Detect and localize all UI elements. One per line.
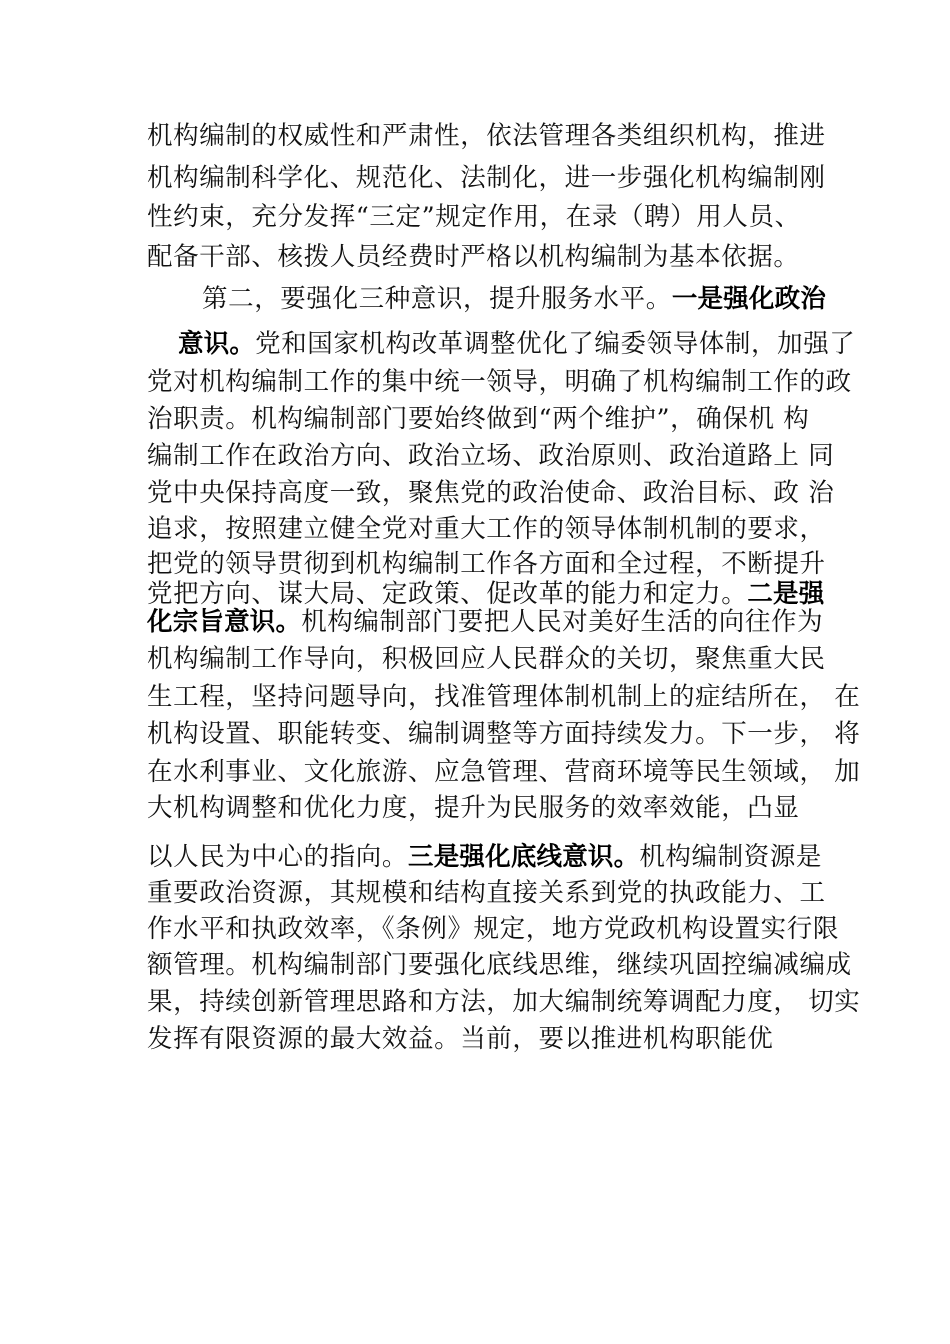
- text-line-14: 化宗旨意识。机构编制部门要把人民对美好生活的向往作为: [147, 607, 824, 637]
- text-line-11: 追求，按照建立健全党对重大工作的领导体制机制的要求，: [147, 514, 826, 544]
- text-line-25: 发挥有限资源的最大效益。当前，要以推进机构职能优: [147, 1024, 774, 1054]
- text-line-10: 党中央保持高度一致，聚焦党的政治使命、政治目标、政 治: [147, 478, 835, 508]
- text-line-16: 生工程，坚持问题导向，找准管理体制机制上的症结所在， 在: [147, 682, 861, 712]
- paragraph-2-heading-line: 第二，要强化三种意识，提升服务水平。一是强化政治: [202, 284, 827, 314]
- text-line-18: 在水利事业、文化旅游、应急管理、营商环境等民生领域， 加: [147, 757, 861, 787]
- bold-heading-2: 二是强: [747, 579, 825, 609]
- bold-heading-3: 三是强化底线意识。: [408, 842, 640, 872]
- text-line-2: 机构编制科学化、规范化、法制化，进一步强化机构编制刚: [147, 163, 826, 193]
- text-line-1: 机构编制的权威性和严肃性，依法管理各类组织机构，推进: [147, 121, 826, 151]
- text-line-21: 重要政治资源，其规模和结构直接关系到党的执政能力、工: [147, 878, 826, 908]
- text-line-24: 果，持续创新管理思路和方法，加大编制统筹调配力度， 切实: [147, 987, 861, 1017]
- text-line-6: 意识。党和国家机构改革调整优化了编委领导体制，加强了: [178, 329, 856, 359]
- text-line-20: 以人民为中心的指向。三是强化底线意识。机构编制资源是: [147, 842, 823, 872]
- bold-heading-1: 一是强化政治: [671, 284, 827, 314]
- bold-heading-1-end: 意识。: [178, 329, 256, 359]
- text-line-4: 配备干部、核拨人员经费时严格以机构编制为基本依据。: [147, 242, 800, 272]
- text-line-8: 治职责。机构编制部门要始终做到“两个维护”，确保机 构: [147, 404, 810, 434]
- text-line-17: 机构设置、职能转变、编制调整等方面持续发力。下一步， 将: [147, 719, 861, 749]
- text-line-19: 大机构调整和优化力度，提升为民服务的效率效能，凸显: [147, 793, 800, 823]
- text-line-12: 把党的领导贯彻到机构编制工作各方面和全过程，不断提升: [147, 549, 826, 579]
- text-line-23: 额管理。机构编制部门要强化底线思维，继续巩固控编减编成: [147, 950, 852, 980]
- text-line-15: 机构编制工作导向，积极回应人民群众的关切，聚焦重大民: [147, 644, 826, 674]
- text-line-22: 作水平和执政效率，《条例》规定，地方党政机构设置实行限: [147, 914, 839, 944]
- text-line-3: 性约束，充分发挥“三定”规定作用，在录（聘）用人员、: [147, 202, 801, 232]
- bold-heading-2-end: 化宗旨意识。: [147, 607, 302, 637]
- text-line-13: 党把方向、谋大局、定政策、促改革的能力和定力。二是强: [147, 579, 825, 609]
- text-line-7: 党对机构编制工作的集中统一领导，明确了机构编制工作的政: [147, 367, 852, 397]
- text-line-9: 编制工作在政治方向、政治立场、政治原则、政治道路上 同: [147, 441, 835, 471]
